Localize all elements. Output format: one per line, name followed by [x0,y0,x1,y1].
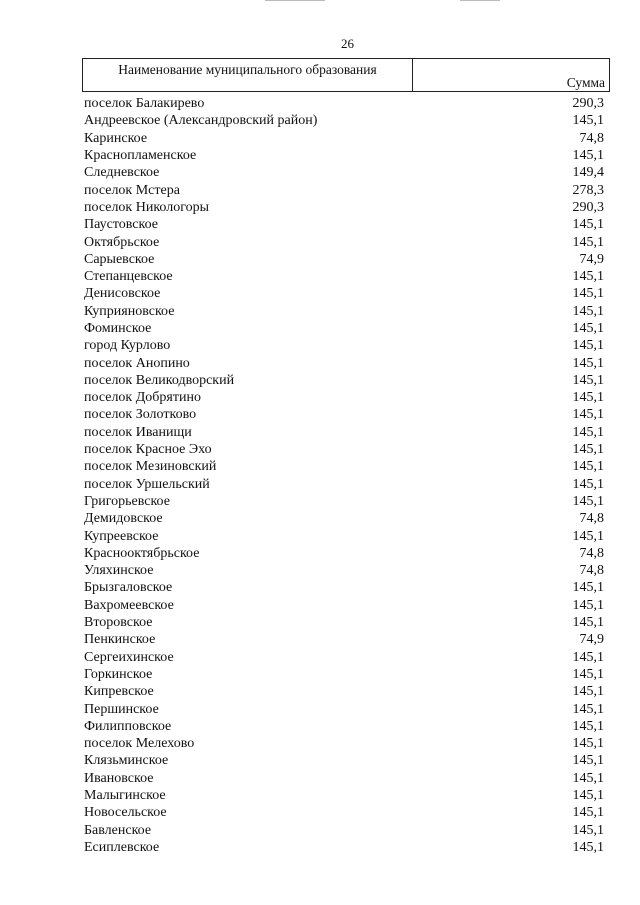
row-municipality-name: Краснооктябрьское [84,545,200,561]
column-header-name: Наименование муниципального образования [83,59,413,91]
row-sum: 278,3 [572,182,604,198]
table-row [84,268,604,285]
table-row [84,354,604,371]
row-sum: 74,9 [579,251,604,267]
row-sum: 145,1 [572,286,604,302]
row-sum: 74,9 [579,632,604,648]
row-municipality-name: Горкинское [84,666,153,682]
table-row [84,216,604,233]
row-sum: 145,1 [572,372,604,388]
row-sum: 74,8 [579,130,604,146]
row-sum: 290,3 [572,96,604,112]
table-row [84,562,604,579]
row-municipality-name: Ивановское [84,770,154,786]
table-row [84,458,604,475]
table-row [84,597,604,614]
row-municipality-name: поселок Мелехово [84,736,195,752]
row-municipality-name: Сарыевское [84,251,155,267]
table-row [84,320,604,337]
row-sum: 145,1 [572,321,604,336]
row-sum: 145,1 [572,684,604,700]
table-row [84,233,604,250]
row-sum: 145,1 [572,424,604,440]
row-municipality-name: Вахромеевское [84,597,174,613]
table-row [84,389,604,406]
row-sum: 145,1 [572,805,604,821]
row-municipality-name: Каринское [84,130,148,146]
row-municipality-name: поселок Великодворский [84,372,235,388]
row-sum: 145,1 [572,390,604,406]
row-municipality-name: Октябрьское [84,234,160,250]
row-sum: 145,1 [572,338,604,354]
row-sum: 74,8 [579,563,604,579]
row-municipality-name: Брызгаловское [84,580,173,596]
table-row [84,441,604,458]
table-row [84,424,604,441]
row-municipality-name: Пенкинское [84,632,156,648]
row-sum: 145,1 [572,528,604,544]
table-row [84,614,604,631]
table-row [84,787,604,804]
row-municipality-name: Фоминское [84,321,152,336]
row-sum: 145,1 [572,597,604,613]
table-row [84,527,604,544]
row-municipality-name: поселок Мезиновский [84,459,217,475]
table-row [84,700,604,717]
table-row [84,545,604,562]
table-row [84,303,604,320]
scan-artifact-top-right [460,0,500,1]
row-sum: 145,1 [572,234,604,250]
table-row [84,112,604,129]
row-sum: 145,1 [572,753,604,769]
table-row [84,839,604,856]
row-sum: 145,1 [572,701,604,717]
row-sum: 145,1 [572,217,604,233]
row-municipality-name: Малыгинское [84,788,166,804]
row-municipality-name: Краснопламенское [84,148,197,164]
table-row [84,285,604,302]
table-row [84,735,604,752]
row-municipality-name: поселок Анопино [84,355,190,371]
page-number: 26 [341,36,354,51]
row-municipality-name: Второвское [84,615,153,631]
table-row [84,147,604,164]
row-municipality-name: Следневское [84,165,160,181]
table-row [84,406,604,423]
row-municipality-name: поселок Красное Эхо [84,442,212,458]
table-row [84,649,604,666]
row-municipality-name: Купреевское [84,528,159,544]
table-row [84,510,604,527]
column-header-sum-label: Сумма [566,75,605,90]
row-municipality-name: поселок Иванищи [84,424,192,440]
table-row [84,476,604,493]
row-sum: 149,4 [572,165,604,181]
row-municipality-name: Першинское [84,701,159,717]
table-body [84,95,604,856]
row-sum: 145,1 [572,407,604,423]
row-municipality-name: Уляхинское [84,563,154,579]
row-sum: 145,1 [572,822,604,838]
table-row [84,821,604,838]
row-municipality-name: Кипревское [84,684,154,700]
table-row [84,372,604,389]
table-row [84,666,604,683]
table-row [84,493,604,510]
row-sum: 145,1 [572,113,604,129]
row-municipality-name: Андреевское (Александровский район) [84,113,318,129]
row-sum: 145,1 [572,770,604,786]
row-sum: 145,1 [572,788,604,804]
row-sum: 74,8 [579,511,604,527]
table-row [84,718,604,735]
row-municipality-name: поселок Золотково [84,407,197,423]
column-header-sum [413,59,609,91]
row-municipality-name: поселок Никологоры [84,199,210,215]
row-municipality-name: поселок Уршельский [84,476,210,492]
row-municipality-name: Степанцевское [84,269,173,285]
table-row [84,130,604,147]
row-municipality-name: Демидовское [84,511,163,527]
table-row [84,804,604,821]
row-municipality-name: Новосельское [84,805,167,821]
row-municipality-name: поселок Мстера [84,182,180,198]
row-sum: 145,1 [572,649,604,665]
row-sum: 145,1 [572,476,604,492]
row-municipality-name: Филипповское [84,718,172,734]
row-sum: 145,1 [572,580,604,596]
row-municipality-name: Клязьминское [84,753,169,769]
row-municipality-name: Есиплевское [84,839,160,855]
row-sum: 145,1 [572,666,604,682]
table-row [84,579,604,596]
table-row [84,164,604,181]
table-row [84,199,604,216]
row-sum: 145,1 [572,459,604,475]
scan-artifact-top [265,0,325,1]
row-sum: 145,1 [572,615,604,631]
table-row [84,181,604,198]
row-sum: 145,1 [572,148,604,164]
row-municipality-name: Денисовское [84,286,161,302]
table-row [84,683,604,700]
row-municipality-name: поселок Балакирево [84,96,205,112]
row-municipality-name: Бавленское [84,822,152,838]
row-sum: 145,1 [572,355,604,371]
row-municipality-name: Григорьевское [84,493,170,509]
row-municipality-name: Сергеихинское [84,649,174,665]
row-sum: 145,1 [572,493,604,509]
row-municipality-name: поселок Добрятино [84,390,201,406]
row-sum: 145,1 [572,303,604,319]
row-municipality-name: город Курлово [84,338,171,354]
row-sum: 145,1 [572,442,604,458]
row-sum: 145,1 [572,718,604,734]
row-sum: 145,1 [572,269,604,285]
table-row [84,752,604,769]
row-sum: 145,1 [572,736,604,752]
table-header [82,58,610,92]
row-municipality-name: Паустовское [84,217,158,233]
row-sum: 74,8 [579,545,604,561]
row-municipality-name: Куприяновское [84,303,175,319]
row-sum: 145,1 [572,839,604,855]
row-sum: 290,3 [572,199,604,215]
table-row [84,770,604,787]
table-row [84,337,604,354]
table-row [84,95,604,112]
table-row [84,251,604,268]
table-row [84,631,604,648]
